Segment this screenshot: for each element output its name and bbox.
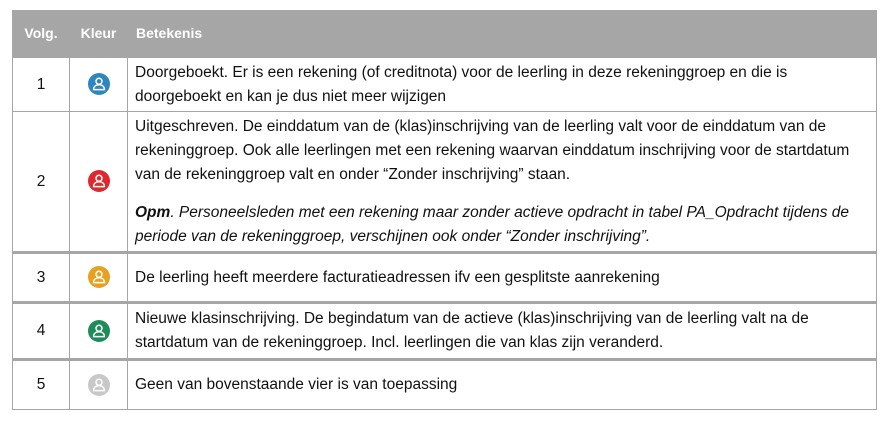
person-icon — [88, 320, 110, 342]
person-icon — [88, 374, 110, 396]
row-number: 5 — [13, 360, 70, 410]
row-number: 1 — [13, 57, 70, 112]
status-legend-table — [12, 10, 877, 410]
row-description: Doorgeboekt. Er is een rekening (of creditnota) voor de leerling in deze rekeninggroep en die is doorgeboekt en kan je dus niet meer wijzigen — [128, 57, 877, 112]
row-number: 4 — [13, 303, 70, 360]
row-description-main: Uitgeschreven. De einddatum van de (klas)inschrijving van de leerling valt voor de einddatum van de rekeninggroep. Ook alle leerlingen met een rekening waarvan einddatum inschrijving voor de startdatum van de rekeninggroep valt en onder “Zonder inschrijving” staan. — [135, 117, 850, 183]
header-kleur: Kleur — [70, 11, 128, 57]
table-row — [13, 112, 877, 253]
table-row — [13, 360, 877, 410]
row-number: 2 — [13, 112, 70, 253]
row-description: De leerling heeft meerdere facturatieadressen ifv een gesplitste aanrekening — [128, 253, 877, 303]
note-label: Opm — [135, 203, 171, 221]
row-description-note — [135, 201, 870, 249]
header-volg: Volg. — [13, 11, 70, 57]
person-icon — [88, 170, 110, 192]
table-row — [13, 253, 877, 303]
header-betekenis: Betekenis — [128, 11, 877, 57]
row-description: Nieuwe klasinschrijving. De begindatum van de actieve (klas)inschrijving van de leerling valt na de startdatum van de rekeninggroep. Incl. leerlingen die van klas zijn veranderd. — [128, 303, 877, 360]
note-text: . Personeelsleden met een rekening maar zonder actieve opdracht in tabel PA_Opdracht tijdens de periode van de rekeninggroep, verschijnen ook onder “Zonder inschrijving”. — [135, 203, 849, 245]
legend-table-container — [12, 10, 876, 410]
person-icon — [88, 266, 110, 288]
row-description — [128, 112, 877, 253]
row-number: 3 — [13, 253, 70, 303]
row-description: Geen van bovenstaande vier is van toepassing — [128, 360, 877, 410]
table-row — [13, 57, 877, 112]
table-row — [13, 303, 877, 360]
person-icon — [88, 73, 110, 95]
table-header-row — [13, 11, 877, 57]
